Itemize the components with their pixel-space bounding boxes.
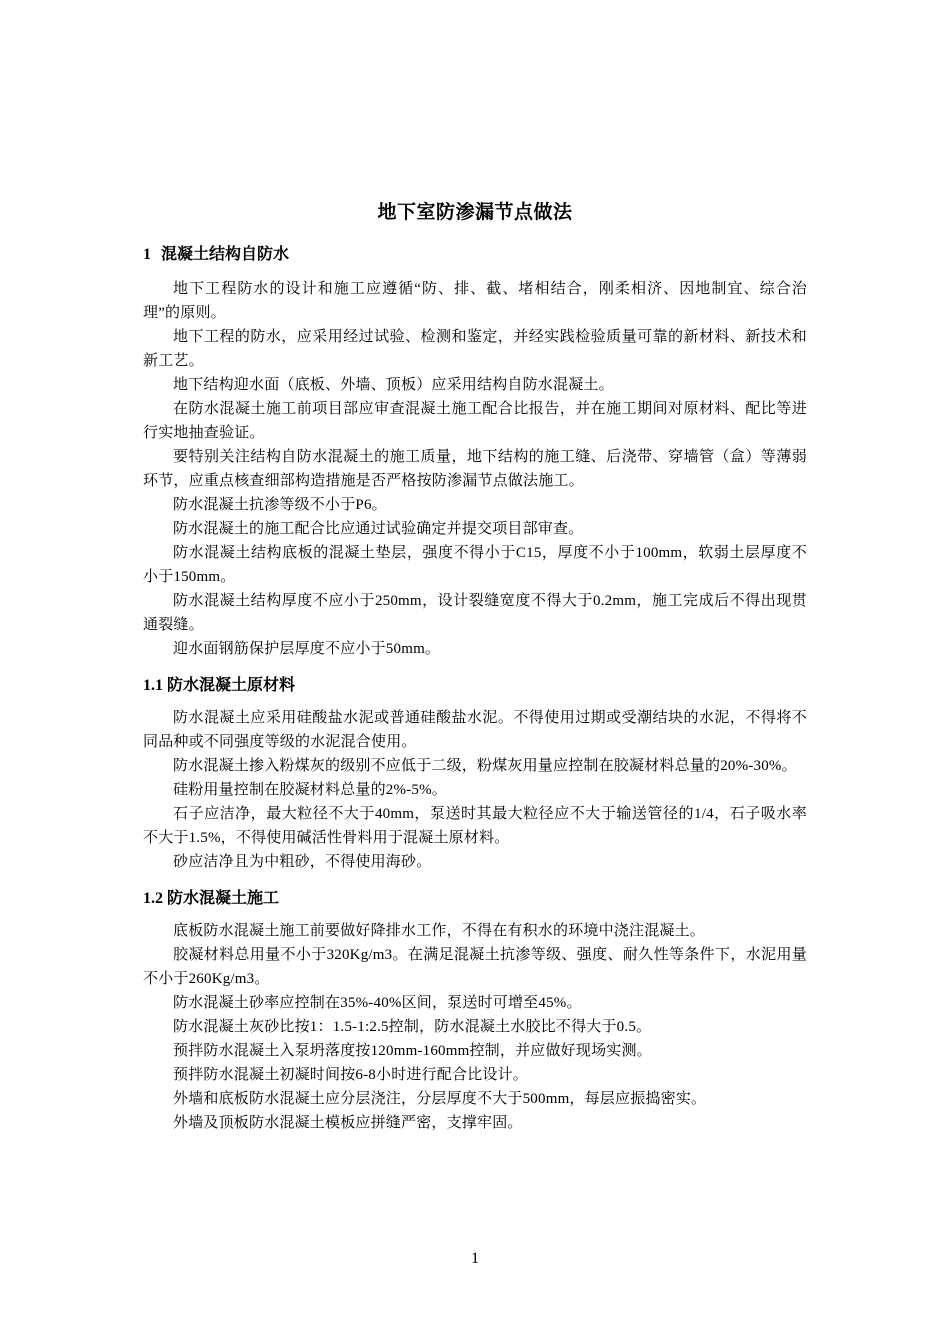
page-number: 1 [471,1250,479,1267]
paragraph: 防水混凝土结构厚度不应小于250mm，设计裂缝宽度不得大于0.2mm，施工完成后不得出现贯通裂缝。 [143,593,807,633]
paragraph: 外墙和底板防水混凝土应分层浇注，分层厚度不大于500mm，每层应振捣密实。 [173,1091,707,1107]
subsection-number: 1.2 [143,890,163,907]
section-number: 1 [143,246,151,263]
paragraph: 地下工程防水的设计和施工应遵循“防、排、截、堵相结合，刚柔相济、因地制宜、综合治理”的原则。 [143,281,807,321]
paragraph: 胶凝材料总用量不小于320Kg/m3。在满足混凝土抗渗等级、强度、耐久性等条件下，水泥用量不小于260Kg/m3。 [143,947,807,987]
paragraph: 石子应洁净，最大粒径不大于40mm，泵送时其最大粒径应不大于输送管径的1/4，石子吸水率不大于1.5%，不得使用碱活性骨料用于混凝土原材料。 [143,806,807,846]
paragraph: 外墙及顶板防水混凝土模板应拼缝严密，支撑牢固。 [173,1115,523,1131]
paragraph: 要特别关注结构自防水混凝土的施工质量，地下结构的施工缝、后浇带、穿墙管（盒）等薄弱环节，应重点核查细部构造措施是否严格按防渗漏节点做法施工。 [143,449,807,489]
subsection-number: 1.1 [143,677,163,694]
paragraph: 防水混凝土结构底板的混凝土垫层，强度不得小于C15，厚度不小于100mm，软弱土层厚度不小于150mm。 [143,545,807,585]
paragraph: 地下结构迎水面（底板、外墙、顶板）应采用结构自防水混凝土。 [173,377,614,393]
paragraph: 预拌防水混凝土初凝时间按6-8小时进行配合比设计。 [173,1067,528,1083]
section-heading [143,242,807,267]
document-title: 地下室防渗漏节点做法 [377,201,573,223]
paragraph: 防水混凝土灰砂比按1：1.5-1:2.5控制，防水混凝土水胶比不得大于0.5。 [173,1019,652,1035]
paragraph: 砂应洁净且为中粗砂，不得使用海砂。 [173,854,432,870]
subsection-title: 防水混凝土原材料 [167,675,296,694]
paragraph: 防水混凝土应采用硅酸盐水泥或普通硅酸盐水泥。不得使用过期或受潮结块的水泥，不得将不同品种或不同强度等级的水泥混合使用。 [143,710,807,750]
paragraph: 预拌防水混凝土入泵坍落度按120mm-160mm控制，并应做好现场实测。 [173,1043,652,1059]
paragraph: 防水混凝土抗渗等级不小于P6。 [173,497,387,513]
subsection-heading [143,886,807,911]
paragraph: 防水混凝土的施工配合比应通过试验确定并提交项目部审查。 [173,521,584,537]
paragraph: 防水混凝土掺入粉煤灰的级别不应低于二级，粉煤灰用量应控制在胶凝材料总量的20%-30%。 [173,758,797,774]
paragraph: 底板防水混凝土施工前要做好降排水工作，不得在有积水的环境中浇注混凝土。 [173,923,706,939]
section-body [143,277,807,661]
paragraph: 防水混凝土砂率应控制在35%-40%区间，泵送时可增至45%。 [173,995,582,1011]
paragraph: 迎水面钢筋保护层厚度不应小于50mm。 [173,641,441,657]
section-body [143,706,807,874]
subsection-title: 防水混凝土施工 [167,888,280,907]
subsection-heading [143,673,807,698]
section-body [143,919,807,1135]
paragraph: 地下工程的防水，应采用经过试验、检测和鉴定，并经实践检验质量可靠的新材料、新技术和新工艺。 [143,329,807,369]
paragraph: 在防水混凝土施工前项目部应审查混凝土施工配合比报告，并在施工期间对原材料、配比等进行实地抽查验证。 [143,401,807,441]
page-content [143,198,807,1135]
section-title: 混凝土结构自防水 [161,244,290,263]
paragraph: 硅粉用量控制在胶凝材料总量的2%-5%。 [173,782,447,798]
